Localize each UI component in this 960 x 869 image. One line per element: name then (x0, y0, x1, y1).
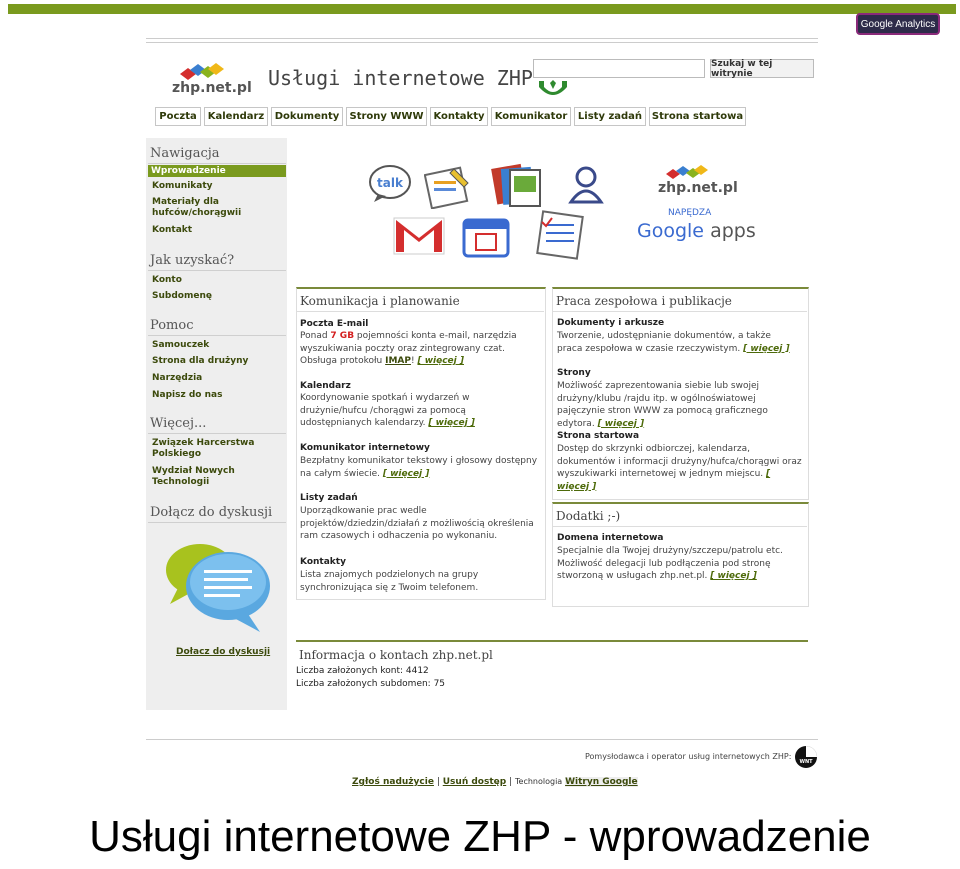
sidebar-item-wnt[interactable]: Wydział Nowych Technologii (152, 466, 235, 487)
scout-emblem-icon (536, 79, 570, 99)
item-desc-komunikator: Bezpłatny komunikator tekstowy i głosowy dostępny na całym świecie. [ więcej ] (300, 456, 538, 479)
join-discussion-link[interactable]: Dołacz do dyskusji (176, 647, 271, 657)
info-accounts: Liczba założonych kont: 4412 (296, 666, 429, 676)
sidebar-item-kontakt[interactable]: Kontakt (152, 225, 193, 235)
zhp-logo-small-icon (662, 162, 714, 182)
contacts-icon[interactable] (568, 164, 604, 204)
powered-label: NAPĘDZA (668, 208, 712, 218)
zhp-logo-icon[interactable] (174, 60, 234, 82)
sidebar-how-title: Jak uzyskać? (150, 253, 235, 268)
divider (553, 526, 807, 527)
item-desc-listy: Uporządkowanie prac wedle projektów/dziedzin/działań z możliwością określenia ram czasowych i odhaczenia po wykonaniu. (300, 506, 534, 541)
item-title-kontakty: Kontakty (300, 557, 346, 567)
google-sites-link[interactable]: Witryn Google (565, 777, 638, 787)
sidebar-item-konto[interactable]: Konto (152, 275, 182, 285)
more-link-komunikator[interactable]: [ więcej ] (382, 468, 430, 479)
footer-operator: Pomysłodawca i operator usług internetowych ZHP: (585, 752, 792, 761)
divider (148, 522, 286, 523)
divider (553, 311, 807, 312)
item-title-domena: Domena internetowa (557, 533, 664, 543)
sidebar-item-narzedzia[interactable]: Narzędzia (152, 373, 203, 383)
divider (148, 270, 286, 271)
item-title-kalendarz: Kalendarz (300, 381, 351, 391)
sidebar-item-napisz-do-nas[interactable]: Napisz do nas (152, 390, 223, 400)
tab-komunikator[interactable]: Komunikator (491, 107, 571, 126)
gmail-icon[interactable] (392, 216, 446, 256)
wnt-logo-icon[interactable] (794, 745, 818, 769)
storage-highlight: 7 GB (330, 331, 355, 341)
item-desc-kontakty: Lista znajomych podzielonych na grupy synchronizująca się z Twoim telefonem. (300, 570, 479, 593)
more-link-poczta[interactable]: [ więcej ] (417, 356, 464, 366)
tab-strona-startowa[interactable]: Strona startowa (649, 107, 746, 126)
item-title-komunikator: Komunikator internetowy (300, 443, 430, 453)
sidebar-navigation-title: Nawigacja (150, 146, 220, 161)
item-desc-strona-startowa: Dostęp do skrzynki odbiorczej, kalendarza, dokumentów i informacji drużyny/hufca/chorągwi oraz wyszukiwarki internetowej w jednym miejscu. [ więcej ] (557, 444, 802, 492)
google-analytics-badge[interactable]: Google Analytics (856, 13, 940, 35)
communication-box-title: Komunikacja i planowanie (300, 294, 460, 308)
remove-access-link[interactable]: Usuń dostęp (442, 777, 507, 787)
item-desc-domena: Specjalnie dla Twojej drużyny/szczepu/patrolu etc. Możliwość delegacji lub podłączenia pod stronę stworzoną w usługach zhp.net.pl. [ więcej ] (557, 546, 783, 581)
tab-listy-zadan[interactable]: Listy zadań (574, 107, 646, 126)
item-title-listy: Listy zadań (300, 493, 358, 503)
google-apps-logo (637, 220, 756, 242)
item-desc-strony: Możliwość zaprezentowania siebie lub swojej drużyny/klubu /rajdu itp. w ogólnoświatowej pajęczynie stron WWW za pomocą graficznego edytora. [ więcej ] (557, 381, 768, 429)
apps-wordmark: apps (710, 220, 756, 242)
search-button[interactable]: Szukaj w tej witrynie (710, 59, 814, 78)
logo-text: zhp.net.pl (172, 80, 252, 96)
sidebar-item-strona-dla-druzyny[interactable]: Strona dla drużyny (152, 356, 249, 366)
header-divider (146, 38, 818, 39)
tab-kontakty[interactable]: Kontakty (430, 107, 488, 126)
google-wordmark: Google (637, 220, 705, 242)
sidebar-item-samouczek[interactable]: Samouczek (152, 340, 210, 350)
talk-icon[interactable] (368, 164, 412, 204)
sidebar-item-komunikaty[interactable]: Komunikaty (152, 181, 213, 191)
tab-poczta[interactable]: Poczta (155, 107, 201, 126)
divider (148, 335, 286, 336)
addons-box-title: Dodatki ;-) (556, 509, 621, 523)
footer-divider (146, 739, 818, 740)
item-desc-kalendarz: Koordynowanie spotkań i wydarzeń w drużynie/hufcu /chorągwi za pomocą udostępnianych kalendarzy. [ więcej ] (300, 393, 475, 428)
item-desc-dokumenty: Tworzenie, udostępnianie dokumentów, a także praca zespołowa w czasie rzeczywistym. [ więcej ] (557, 331, 790, 354)
tab-kalendarz[interactable]: Kalendarz (204, 107, 268, 126)
item-desc-poczta: Ponad 7 GB pojemności konta e-mail, narzędzia wyszukiwania poczty oraz zintegrowany czat. Obsługa protokołu IMAP! [ więcej ] (300, 331, 517, 366)
tab-dokumenty[interactable]: Dokumenty (271, 107, 343, 126)
info-subdomains: Liczba założonych subdomen: 75 (296, 679, 446, 689)
divider (297, 311, 544, 312)
more-link-dokumenty[interactable]: [ więcej ] (743, 343, 790, 354)
sidebar-item-zhp[interactable]: Związek Harcerstwa Polskiego (152, 438, 255, 459)
item-title-dokumenty: Dokumenty i arkusze (557, 318, 665, 328)
notes-icon[interactable] (424, 163, 472, 209)
item-title-poczta: Poczta E-mail (300, 319, 369, 329)
page-title: Usługi internetowe ZHP (268, 66, 533, 90)
sidebar-item-subdomene[interactable]: Subdomenę (152, 291, 212, 301)
item-title-strony: Strony (557, 368, 591, 378)
technology-label: Technologia (515, 777, 563, 786)
divider (148, 163, 286, 164)
tasks-icon[interactable] (532, 210, 588, 260)
tab-strony-www[interactable]: Strony WWW (346, 107, 427, 126)
more-link-strony[interactable]: [ więcej ] (597, 418, 645, 429)
slide-caption: Usługi internetowe ZHP - wprowadzenie (89, 812, 871, 861)
collaboration-box-title: Praca zespołowa i publikacje (556, 294, 732, 308)
more-link-domena[interactable]: [ więcej ] (710, 571, 757, 581)
sidebar-item-materialy[interactable]: Materiały dla hufców/chorągwii (152, 197, 242, 218)
info-title: Informacja o kontach zhp.net.pl (299, 648, 493, 662)
more-link-strona-startowa[interactable]: [ więcej ] (557, 469, 771, 492)
report-abuse-link[interactable]: Zgłoś nadużycie (352, 777, 434, 787)
more-link-kalendarz[interactable]: [ więcej ] (428, 418, 475, 428)
svg-text:talk: talk (377, 176, 403, 190)
sidebar-help-title: Pomoc (150, 318, 194, 333)
info-divider (296, 640, 808, 642)
sidebar-more-title: Więcej... (150, 416, 207, 431)
svg-text:WNT: WNT (799, 759, 813, 765)
docs-icon[interactable] (490, 162, 544, 210)
header-divider-2 (146, 42, 818, 43)
imap-link[interactable]: IMAP (385, 356, 411, 366)
discussion-bubbles-icon[interactable] (160, 538, 272, 634)
powered-logo-text: zhp.net.pl (658, 180, 738, 196)
footer-links: Zgłoś nadużycie | Usuń dostęp | Technologia Witryn Google (352, 777, 638, 787)
divider (148, 433, 286, 434)
sidebar-discussion-title: Dołącz do dyskusji (150, 505, 273, 520)
sidebar-item-wprowadzenie[interactable]: Wprowadzenie (151, 166, 226, 176)
top-accent-bar (8, 4, 956, 14)
item-title-strona-startowa: Strona startowa (557, 431, 640, 441)
calendar-icon[interactable] (462, 216, 510, 258)
search-input[interactable] (533, 59, 705, 78)
